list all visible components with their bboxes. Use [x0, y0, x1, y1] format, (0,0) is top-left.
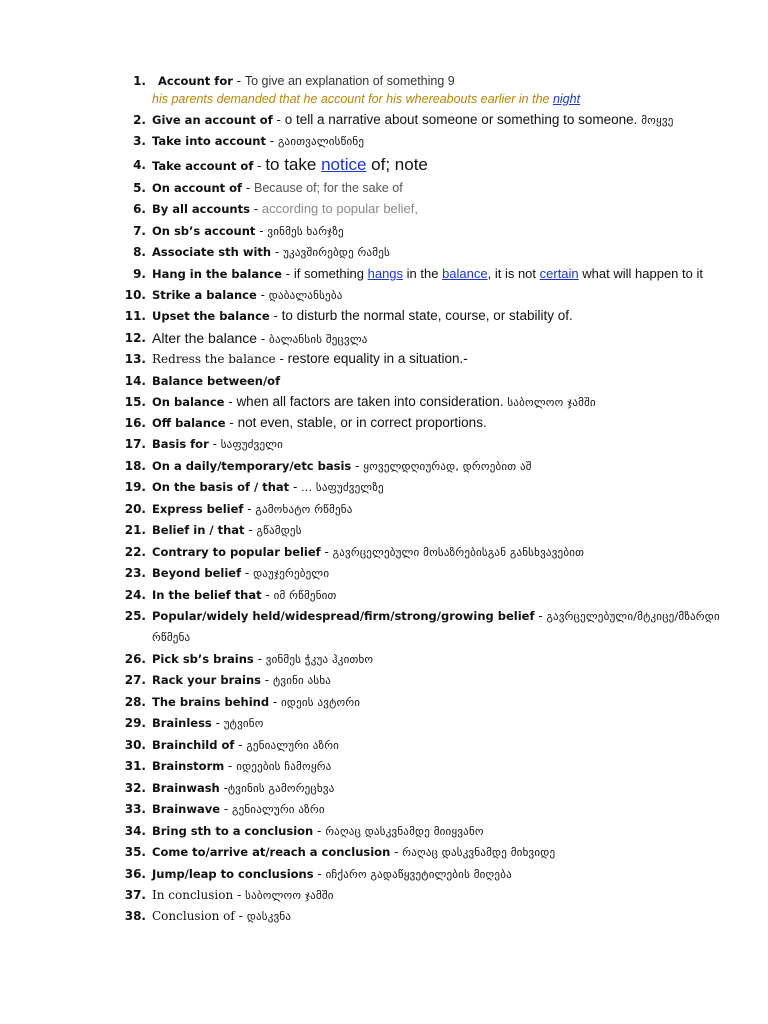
definition: according to popular belief,: [261, 201, 419, 216]
dictionary-link[interactable]: balance: [442, 266, 488, 281]
translation: ტვინის გამორეცხვა: [227, 782, 335, 795]
definition: to disturb the normal state, course, or stability of.: [281, 308, 573, 323]
term: Brainstorm: [152, 759, 225, 773]
definition: Because of; for the sake of: [254, 181, 403, 195]
translation: რაღაც დასკვნამდე მიხვიდე: [402, 846, 556, 859]
term: Basis for: [152, 437, 209, 451]
term: On balance: [152, 395, 225, 409]
term: Redress the balance: [152, 352, 276, 366]
term: Conclusion of: [152, 909, 235, 923]
term: Off balance: [152, 416, 226, 430]
term: Brainless: [152, 716, 212, 730]
term: Rack your brains: [152, 673, 261, 687]
translation: გაითვალისწინე: [277, 135, 365, 148]
term: Brainwash: [152, 781, 220, 795]
term: On the basis of / that: [152, 480, 290, 494]
term: Popular/widely held/widespread/firm/strong/growing belief: [152, 609, 535, 623]
translation: ... საფუძველზე: [301, 481, 384, 494]
term: Give an account of: [152, 113, 273, 127]
term: Jump/leap to conclusions: [152, 867, 314, 881]
definition: not even, stable, or in correct proportions.: [237, 415, 487, 430]
translation: იდეის ავტორი: [281, 696, 361, 709]
translation: იჩქარო გადაწყვეტილების მიღება: [325, 868, 512, 881]
example-sentence: his parents demanded that he account for his whereabouts earlier in the night: [152, 92, 581, 106]
definition: restore equality in a situation.-: [287, 351, 468, 366]
translation: ბალანსის შეცვლა: [269, 333, 368, 346]
term: Take account of: [152, 159, 254, 173]
term: Express belief: [152, 502, 244, 516]
dictionary-link[interactable]: notice: [321, 155, 367, 174]
translation: იდეების ჩამოყრა: [236, 760, 332, 773]
term: In the belief that: [152, 588, 262, 602]
translation: დაბალანსება: [268, 289, 343, 302]
translation: უკავშირებდე რამეს: [283, 246, 390, 259]
translation: დაუჯერებელი: [253, 567, 330, 580]
translation: საფუძველი: [220, 438, 284, 451]
translation: დასკვნა: [246, 910, 292, 923]
translation: იმ რწმენით: [273, 589, 337, 602]
term: By all accounts: [152, 202, 250, 216]
term: Pick sb’s brains: [152, 652, 254, 666]
item-number: 1.: [133, 74, 146, 88]
term: Take into account: [152, 134, 266, 148]
term: Beyond belief: [152, 566, 242, 580]
translation: ყოველდღიურად, დროებით აშ: [363, 460, 532, 473]
term: Balance between/of: [152, 374, 281, 388]
definition: o tell a narrative about someone or something to someone.: [284, 112, 638, 127]
translation: გენიალური აზრი: [246, 739, 340, 752]
term: The brains behind: [152, 695, 270, 709]
definition: if something hangs in the balance, it is not certain what will happen to it: [293, 266, 703, 281]
term: In conclusion: [152, 888, 234, 902]
dictionary-link[interactable]: hangs: [367, 266, 404, 281]
term: On account of: [152, 181, 243, 195]
translation: ვინმეს ჭკუა ჰკითხო: [265, 653, 374, 666]
term: Brainwave: [152, 802, 221, 816]
translation: გავრცელებული მოსაზრებისგან განსხვავებით: [332, 546, 585, 559]
translation: ვინმეს ხარჯზე: [267, 225, 344, 238]
term: Associate sth with: [152, 245, 272, 259]
translation: ტვინი ასხა: [272, 674, 332, 687]
dictionary-link[interactable]: night: [552, 92, 581, 106]
translation: რწმენა: [152, 631, 191, 644]
term: Hang in the balance: [152, 267, 282, 281]
translation: გწამდეს: [256, 524, 302, 537]
definition: To give an explanation of something 9: [244, 74, 455, 88]
term: Bring sth to a conclusion: [152, 824, 314, 838]
term: Belief in / that: [152, 523, 245, 537]
term: Brainchild of: [152, 738, 235, 752]
translation: გამოხატო რწმენა: [255, 503, 353, 516]
translation: მოყვე: [641, 114, 674, 127]
translation: საბოლოო ჯამში: [507, 396, 596, 409]
dictionary-link[interactable]: certain: [539, 266, 579, 281]
definition: to take notice of; note: [265, 155, 428, 174]
term: Account for: [158, 74, 233, 88]
term: Upset the balance: [152, 309, 270, 323]
translation: საბოლოო ჯამში: [245, 889, 334, 902]
term: On sb’s account: [152, 224, 256, 238]
term: Strike a balance: [152, 288, 257, 302]
translation: რაღაც დასკვნამდე მიიყვანო: [325, 825, 484, 838]
translation: გავრცელებული/მტკიცე/მზარდი: [546, 610, 720, 623]
term: Alter the balance: [152, 330, 258, 346]
term: Come to/arrive at/reach a conclusion: [152, 845, 391, 859]
term: Contrary to popular belief: [152, 545, 321, 559]
term: On a daily/temporary/etc basis: [152, 459, 352, 473]
definition: when all factors are taken into consideration.: [236, 394, 504, 409]
translation: უტვინო: [223, 717, 264, 730]
translation: გენიალური აზრი: [231, 803, 325, 816]
